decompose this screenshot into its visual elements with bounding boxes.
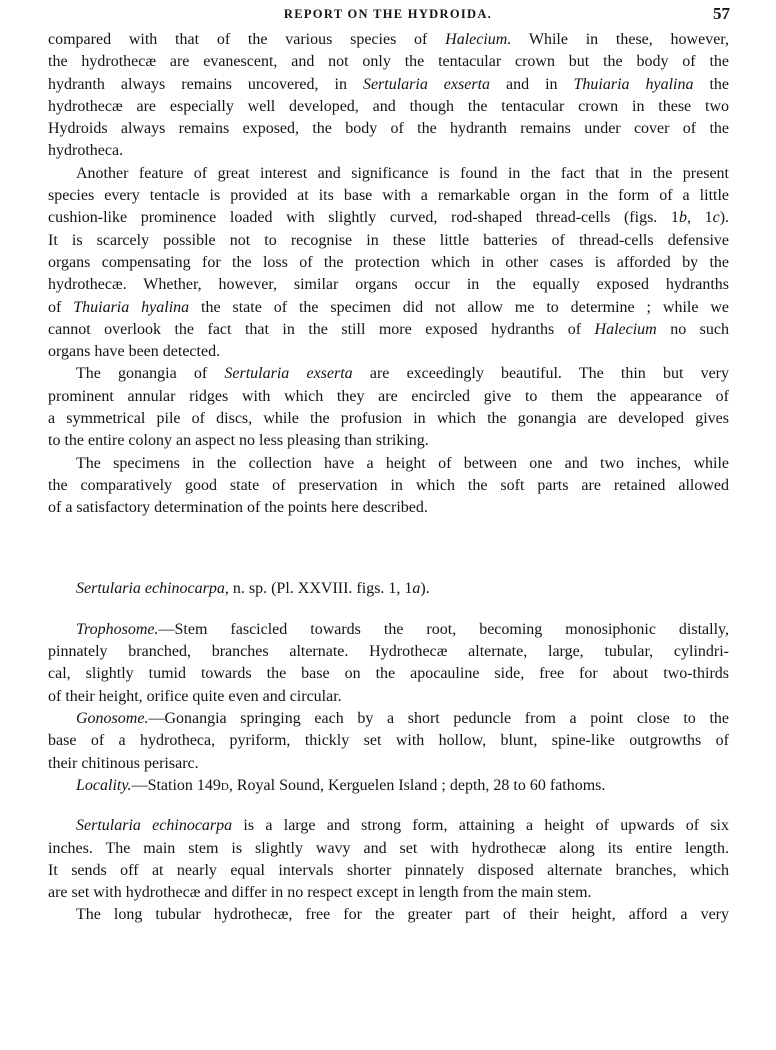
text-line (48, 860, 729, 882)
italic-text: a (412, 579, 421, 597)
text: the (693, 75, 730, 93)
text: compared with that of the various species of (48, 31, 446, 48)
page-body (48, 29, 729, 927)
text-line (48, 815, 729, 837)
text: of (48, 298, 74, 316)
text: are exceedingly beautiful. The thin but very (352, 365, 730, 383)
text: to the entire colony an aspect no less pleasing than striking. (48, 432, 429, 450)
paragraph (48, 815, 729, 904)
text: While in these, however, (511, 31, 729, 48)
species-heading (48, 578, 729, 600)
text: hydrothecæ are especially well developed, and though the tentacular crown in these two (48, 97, 729, 115)
italic-text: Halecium (594, 320, 657, 338)
text: Hydroids always remains exposed, the body of the hydranth remains under cover of the (48, 120, 729, 138)
italic-text: Thuiaria hyalina (573, 75, 694, 93)
paragraph (48, 453, 729, 520)
text: The long tubular hydrothecæ, free for the greater part of their height, afford a very (76, 906, 729, 924)
text-line (48, 341, 729, 363)
text: —Station 149 (131, 776, 221, 794)
text-line (48, 775, 729, 797)
text: hydrotheca. (48, 142, 124, 160)
paragraph (48, 29, 729, 163)
text-line (48, 475, 729, 497)
text-line (48, 118, 729, 140)
text-line (48, 207, 729, 229)
text: inches. The main stem is slightly wavy and set with hydrothecæ along its entire length. (48, 839, 729, 857)
text-line (48, 708, 729, 730)
page-number: 57 (713, 4, 730, 23)
text: species every tentacle is provided at its base with a remarkable organ in the form of a little (48, 187, 729, 205)
text-line (48, 74, 729, 96)
text: the hydrothecæ are evanescent, and not only the tentacular crown but the body of the (48, 53, 729, 71)
text: —Gonangia springing each by a short peduncle from a point close to the (148, 710, 729, 728)
text: , 1 (686, 209, 713, 227)
text: their chitinous perisarc. (48, 754, 199, 772)
text: pinnately branched, branches alternate. Hydrothecæ alternate, large, tubular, cylindri- (48, 643, 729, 661)
text: a symmetrical pile of discs, while the profusion in which the gonangia are developed gives (48, 410, 729, 428)
text: the state of the specimen did not allow me to determine ; while we (189, 298, 729, 316)
text-line (48, 453, 729, 475)
paragraph (48, 775, 729, 797)
text-line (48, 140, 729, 162)
text-line (48, 497, 729, 519)
text: It is scarcely possible not to recognise in these little batteries of thread-cells defensive (48, 231, 729, 249)
italic-text: Sertularia exserta (224, 365, 353, 383)
italic-text: Halecium. (445, 31, 512, 48)
text: cannot overlook the fact that in the still more exposed hydranths of (48, 320, 595, 338)
text: , Royal Sound, Kerguelen Island ; depth, 28 to 60 fathoms. (228, 776, 606, 794)
running-title: REPORT ON THE HYDROIDA. (283, 7, 493, 21)
text: Another feature of great interest and significance is found in the fact that in the present (76, 164, 729, 182)
text-line (48, 386, 729, 408)
text: is a large and strong form, attaining a height of upwards of six (232, 817, 730, 835)
text: cal, slightly tumid towards the base on the apocauline side, free for about two-thirds (48, 665, 729, 683)
text-line (48, 904, 729, 926)
text-line (48, 163, 729, 185)
italic-text: Locality. (76, 776, 132, 794)
text-line (48, 51, 729, 73)
text: of their height, orifice quite even and circular. (48, 687, 342, 705)
text: prominent annular ridges with which they are encircled give to them the appearance of (48, 387, 729, 405)
text: ). (420, 579, 430, 597)
text: ). (719, 209, 730, 227)
text-line (48, 663, 729, 685)
text-line (48, 753, 729, 775)
paragraph (48, 363, 729, 452)
text-line (48, 363, 729, 385)
text: and in (490, 75, 574, 93)
text-line (48, 686, 729, 708)
italic-text: Thuiaria hyalina (73, 298, 190, 316)
text-line (48, 838, 729, 860)
text: organs compensating for the loss of the protection which in other cases is afforded by the (48, 253, 729, 271)
text: cushion-like prominence loaded with slightly curved, rod-shaped thread-cells (figs. 1 (48, 209, 679, 227)
italic-text: c (712, 209, 720, 227)
italic-text: Sertularia exserta (362, 75, 491, 93)
italic-text: Sertularia echinocarpa (76, 817, 233, 835)
text-line (48, 297, 729, 319)
text: hydranth always remains uncovered, in (48, 75, 363, 93)
italic-text: b (678, 209, 687, 227)
text-line (48, 29, 729, 51)
text: are set with hydrothecæ and differ in no respect except in length from the main stem. (48, 884, 592, 902)
text-line (48, 578, 729, 600)
text: d (220, 776, 229, 794)
text-line (48, 319, 729, 341)
paragraph (48, 619, 729, 708)
text: It sends off at nearly equal intervals shorter pinnately disposed alternate branches, which (48, 861, 729, 879)
text: —Stem fascicled towards the root, becoming monosiphonic distally, (158, 620, 729, 638)
text: of a satisfactory determination of the points here described. (48, 499, 428, 517)
text: the comparatively good state of preservation in which the soft parts are retained allowed (48, 476, 729, 494)
text: hydrothecæ. Whether, however, similar organs occur in the equally exposed hydranths (48, 276, 729, 294)
text-line (48, 619, 729, 641)
text: organs have been detected. (48, 343, 221, 361)
paragraph (48, 904, 729, 926)
text-line (48, 230, 729, 252)
text: , n. sp. (Pl. XXVIII. figs. 1, 1 (224, 579, 413, 597)
italic-text: Sertularia echinocarpa (76, 579, 225, 597)
page-header (0, 5, 776, 27)
text: base of a hydrotheca, pyriform, thickly set with hollow, blunt, spine-like outgrowths of (48, 732, 729, 750)
paragraph (48, 163, 729, 364)
text: The specimens in the collection have a height of between one and two inches, while (76, 454, 729, 472)
text: no such (656, 320, 730, 338)
text-line (48, 430, 729, 452)
text-line (48, 96, 729, 118)
paragraph (48, 708, 729, 775)
text-line (48, 730, 729, 752)
italic-text: Trophosome. (76, 620, 159, 638)
text-line (48, 641, 729, 663)
text-line (48, 274, 729, 296)
text: The gonangia of (76, 365, 225, 383)
text-line (48, 882, 729, 904)
text-line (48, 408, 729, 430)
text-line (48, 185, 729, 207)
text-line (48, 252, 729, 274)
italic-text: Gonosome. (76, 710, 149, 728)
